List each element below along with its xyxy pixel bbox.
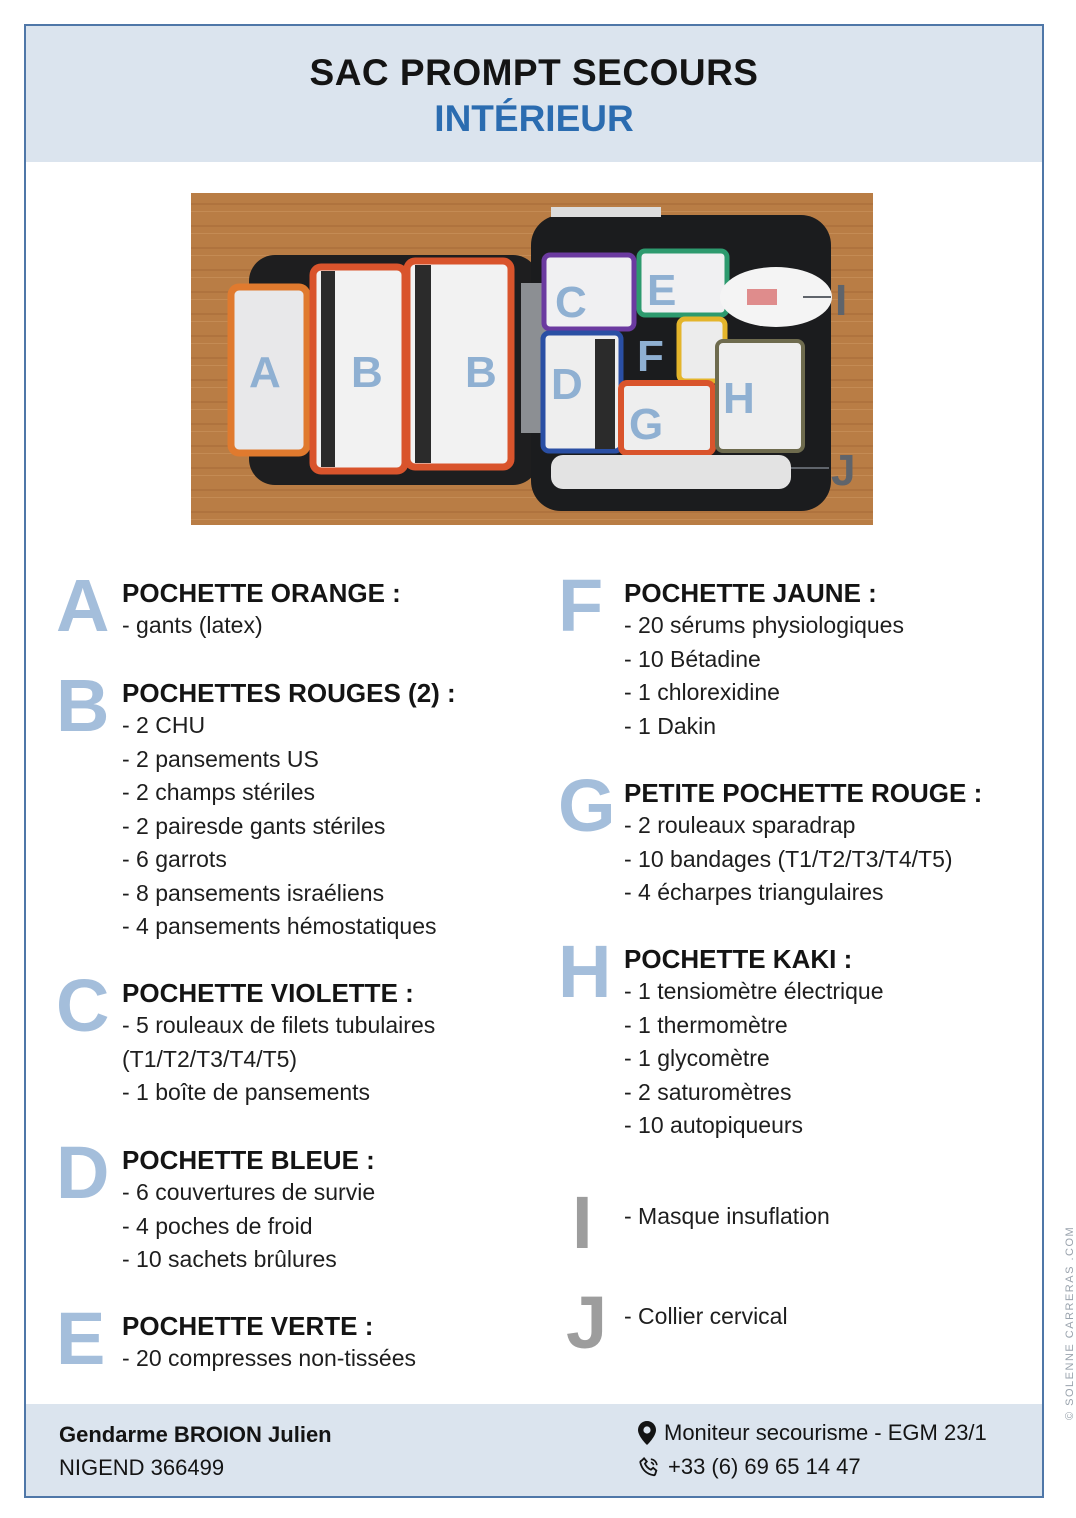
photo-label: B <box>351 348 383 397</box>
section-letter: D <box>56 1131 110 1214</box>
section-heading: PETITE POCHETTE ROUGE : <box>624 778 983 808</box>
list-item: - gants (latex) <box>122 612 263 638</box>
list-item: - Collier cervical <box>624 1303 788 1329</box>
list-item: - 2 champs stériles <box>122 779 316 805</box>
page-subtitle: INTÉRIEUR <box>434 98 634 139</box>
section-heading: POCHETTE VERTE : <box>122 1311 374 1341</box>
role-text: Moniteur secourisme - EGM 23/1 <box>664 1420 987 1445</box>
list-item: - 1 boîte de pansements <box>122 1079 371 1105</box>
author-phone <box>638 1454 861 1480</box>
section-heading: POCHETTE KAKI : <box>624 944 853 974</box>
photo-label: A <box>249 348 281 397</box>
list-item: - 1 thermomètre <box>624 1011 788 1038</box>
section-heading: POCHETTE ORANGE : <box>122 578 401 608</box>
photo-label: G <box>629 400 664 449</box>
list-item: - 10 Bétadine <box>624 645 761 672</box>
location-pin-icon <box>638 1421 656 1445</box>
photo-label: H <box>723 374 755 423</box>
author-id: NIGEND 366499 <box>59 1455 225 1480</box>
list-item: - 6 couvertures de survie <box>122 1179 376 1205</box>
section-heading: POCHETTE VIOLETTE : <box>122 978 414 1008</box>
watermark-text: © SOLENNE CARRERAS .COM <box>1064 1225 1076 1420</box>
author-role <box>638 1420 987 1446</box>
list-item: (T1/T2/T3/T4/T5) <box>122 1045 298 1072</box>
list-item: - 10 bandages (T1/T2/T3/T4/T5) <box>624 845 953 872</box>
poster <box>24 24 1076 1498</box>
list-item: - 2 pansements US <box>122 745 319 772</box>
list-item: - 2 pairesde gants stériles <box>122 812 386 839</box>
list-item: - 10 autopiqueurs <box>624 1112 804 1138</box>
photo-label: B <box>465 348 497 397</box>
list-item: - 4 poches de froid <box>122 1212 313 1239</box>
author-name: Gendarme BROION Julien <box>59 1422 332 1447</box>
section-heading: POCHETTE JAUNE : <box>624 578 877 608</box>
page-title: SAC PROMPT SECOURS <box>309 52 759 93</box>
section-letter: I <box>572 1181 593 1264</box>
phone-icon <box>638 1456 660 1478</box>
section-letter: C <box>56 964 110 1047</box>
section-letter: J <box>566 1281 608 1364</box>
list-item: - 1 tensiomètre électrique <box>624 978 884 1004</box>
footer-band <box>26 1404 1042 1496</box>
list-item: - 10 sachets brûlures <box>122 1246 337 1272</box>
list-item: - 5 rouleaux de filets tubulaires <box>122 1012 436 1038</box>
list-item: - 6 garrots <box>122 846 227 872</box>
list-item: - 1 glycomètre <box>624 1045 770 1071</box>
list-item: - 4 pansements hémostatiques <box>122 913 437 939</box>
section-heading: POCHETTES ROUGES (2) : <box>122 678 456 708</box>
list-item: - 4 écharpes triangulaires <box>624 879 884 905</box>
header-band <box>26 26 1042 162</box>
section-letter: H <box>558 930 612 1013</box>
section-heading: POCHETTE BLEUE : <box>122 1145 375 1175</box>
photo-label: D <box>551 360 583 409</box>
list-item: - 2 CHU <box>122 712 206 738</box>
photo-label: E <box>647 266 677 315</box>
photo-label: F <box>637 332 664 381</box>
list-item: - 2 rouleaux sparadrap <box>624 812 856 838</box>
list-item: - 1 Dakin <box>624 712 717 739</box>
list-item: - Masque insuflation <box>624 1203 830 1229</box>
list-item: - 20 sérums physiologiques <box>624 612 904 638</box>
list-item: - 1 chlorexidine <box>624 679 780 705</box>
photo-label: I <box>835 276 848 325</box>
list-item: - 20 compresses non-tissées <box>122 1345 417 1371</box>
section-letter: A <box>56 564 110 647</box>
copyright-watermark <box>1057 1225 1076 1422</box>
list-item: - 2 saturomètres <box>624 1078 792 1105</box>
section-letter: F <box>558 564 604 647</box>
section-letter: G <box>558 764 616 847</box>
photo-label: C <box>555 278 587 327</box>
bag-photo <box>191 193 873 525</box>
photo-label: J <box>831 446 856 495</box>
section-letter: B <box>56 664 110 747</box>
section-letter: E <box>56 1297 106 1380</box>
list-item: - 8 pansements israéliens <box>122 879 385 906</box>
phone-number[interactable]: +33 (6) 69 65 14 47 <box>668 1454 861 1479</box>
